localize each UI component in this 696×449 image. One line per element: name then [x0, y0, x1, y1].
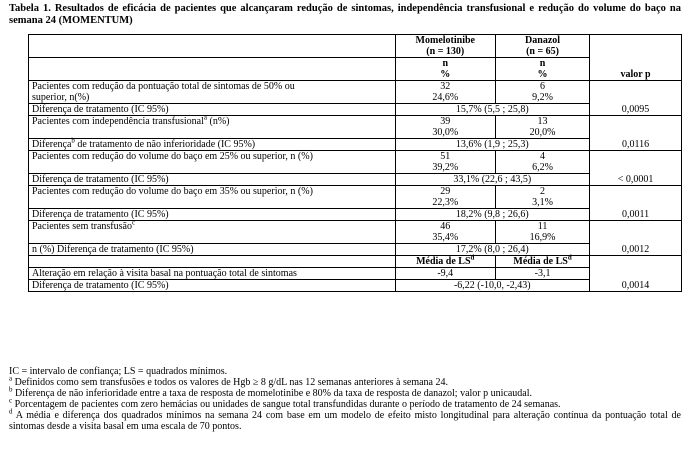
row-label-line: Pacientes com redução da pontuação total de sintomas de 50% ou [32, 81, 295, 92]
danazol-pct: 6,2% [532, 162, 553, 173]
danazol-pct: 16,9% [529, 232, 556, 243]
momelotinibe-pct: 24,6% [432, 92, 459, 103]
ls-header-row [29, 256, 682, 268]
footnote-ic: IC = intervalo de confiança; LS = quadrados mínimos. [9, 366, 228, 377]
table-caption: Tabela 1. Resultados de eficácia de pacientes que alcançaram redução de sintomas, independência transfusional e redução do volume do baço na semana 24 (MOMENTUM) [9, 3, 681, 26]
footnote-marker: d [470, 253, 475, 262]
table-row [29, 186, 682, 209]
momelotinibe-n: 46 [440, 221, 451, 232]
danazol-pct: 3,1% [532, 197, 553, 208]
danazol-pct: 20,0% [529, 127, 556, 138]
p-value: 0,0116 [590, 116, 682, 151]
diff-value: 13,6% (1,9 ; 25,3) [395, 139, 590, 151]
ls-header-text: Média de LS [416, 256, 471, 267]
danazol-ls-value: -3,1 [496, 268, 590, 280]
row-label-text: Pacientes com independência transfusional [32, 116, 204, 127]
diff-label: Diferença de tratamento (IC 95%) [29, 104, 396, 116]
header-momelotinibe-name: Momelotinibe [415, 35, 475, 46]
momelotinibe-pct: 35,4% [432, 232, 459, 243]
subheader-empty-cell [29, 58, 396, 81]
row-label [29, 113, 396, 139]
subheader-d-pct: % [537, 69, 548, 80]
danazol-n: 2 [540, 186, 546, 197]
danazol-n: 11 [537, 221, 548, 232]
header-p-empty [590, 35, 682, 58]
row-label [29, 81, 396, 104]
momelotinibe-n: 39 [440, 116, 451, 127]
row-label [29, 218, 396, 244]
subheader-d-n: n [539, 58, 546, 69]
momelotinibe-value [395, 186, 496, 209]
results-table [28, 34, 682, 292]
momelotinibe-n: 29 [440, 186, 451, 197]
momelotinibe-value [395, 151, 496, 174]
momelotinibe-value [395, 116, 496, 139]
table-row [29, 116, 682, 139]
diff-value: -6,22 (-10,0, -2,43) [395, 280, 590, 292]
p-value: 0,0012 [590, 221, 682, 256]
danazol-value [496, 116, 590, 139]
danazol-n: 6 [540, 81, 546, 92]
subheader-m-pct: % [440, 69, 451, 80]
diff-row [29, 244, 682, 256]
p-value: 0,0095 [590, 81, 682, 116]
ls-header-empty [29, 256, 396, 268]
subheader-momelotinibe [395, 58, 496, 81]
diff-value: 18,2% (9,8 ; 26,6) [395, 209, 590, 221]
diff-row [29, 209, 682, 221]
danazol-n: 13 [537, 116, 548, 127]
diff-label: Diferença de tratamento (IC 95%) [29, 280, 396, 292]
momelotinibe-value [395, 221, 496, 244]
row-label: Alteração em relação à visita basal na pontuação total de sintomas [29, 268, 396, 280]
diff-label: n (%) Diferença de tratamento (IC 95%) [29, 244, 396, 256]
footnote-marker: b [71, 136, 75, 145]
danazol-value [496, 151, 590, 174]
footnote-marker: a [203, 113, 207, 122]
table-row [29, 81, 682, 104]
footnote-marker: a [9, 374, 13, 383]
footnote-text: 8 g/dL nas 12 semanas anteriores à semana 24. [258, 377, 448, 388]
diff-label [29, 136, 396, 151]
row-label-line: superior, n(%) [32, 92, 90, 103]
danazol-value [496, 186, 590, 209]
danazol-value [496, 81, 590, 104]
ls-header-text: Média de LS [513, 256, 568, 267]
footnote-marker: d [9, 407, 13, 416]
footnote-c [9, 396, 681, 410]
subheader-danazol [496, 58, 590, 81]
p-value: 0,0014 [590, 256, 682, 292]
p-value: 0,0011 [590, 186, 682, 221]
header-danazol-name: Danazol [525, 35, 561, 46]
footnote-a [9, 374, 681, 388]
row-label: Pacientes com redução do volume do baço em 35% ou superior, n (%) [29, 186, 396, 209]
footnote-symbol: ≥ [252, 377, 259, 388]
momelotinibe-ls-value: -9,4 [395, 268, 496, 280]
subheader-row [29, 58, 682, 81]
ls-header-momelotinibe [395, 253, 496, 268]
footnote-b [9, 385, 681, 399]
diff-label: Diferença de tratamento (IC 95%) [29, 209, 396, 221]
footnote-text: Definidos como sem transfusões e todos os valores de Hgb [12, 377, 253, 388]
ls-header-danazol [496, 253, 590, 268]
row-label-text: Pacientes sem transfusão [32, 221, 132, 232]
diff-row [29, 174, 682, 186]
row-label: Pacientes com redução do volume do baço em 25% ou superior, n (%) [29, 151, 396, 174]
diff-label-suffix: de tratamento de não inferioridade (IC 95%) [74, 139, 256, 150]
diff-value: 15,7% (5,5 ; 25,8) [395, 104, 590, 116]
diff-label-text: Diferença [32, 139, 72, 150]
header-momelotinibe-n: (n = 130) [426, 46, 465, 57]
footnote-marker: b [9, 385, 13, 394]
diff-value: 33,1% (22,6 ; 43,5) [395, 174, 590, 186]
subheader-m-n: n [442, 58, 449, 69]
danazol-pct: 9,2% [532, 92, 553, 103]
diff-label: Diferença de tratamento (IC 95%) [29, 174, 396, 186]
footnote-d [9, 407, 681, 432]
p-value: < 0,0001 [590, 151, 682, 186]
momelotinibe-pct: 30,0% [432, 127, 459, 138]
diff-row [29, 280, 682, 292]
diff-row [29, 139, 682, 151]
momelotinibe-pct: 22,3% [432, 197, 459, 208]
header-empty-cell [29, 35, 396, 58]
header-momelotinibe [395, 35, 496, 58]
danazol-n: 4 [540, 151, 546, 162]
footnote-marker: c [131, 218, 136, 227]
footnote-text: A média e diferença dos quadrados mínimos na semana 24 com base em um modelo de efeito misto longitudinal para alteração contínua da pontuação total de sintomas desde a visita basal em uma escala de 70 pontos. [9, 410, 681, 432]
header-danazol [496, 35, 590, 58]
danazol-value [496, 221, 590, 244]
diff-value: 17,2% (8,0 ; 26,4) [395, 244, 590, 256]
footnote-marker: d [567, 253, 572, 262]
momelotinibe-n: 51 [440, 151, 451, 162]
header-row [29, 35, 682, 58]
footnotes [9, 366, 681, 432]
momelotinibe-pct: 39,2% [432, 162, 459, 173]
ls-row [29, 268, 682, 280]
footnote-text: Porcentagem de pacientes com zero hemácias ou unidades de sangue total transfundidas durante o período de tratamento de 24 semanas. [12, 399, 561, 410]
diff-row [29, 104, 682, 116]
footnote-marker: c [9, 396, 13, 405]
header-p-label: valor p [590, 58, 682, 81]
table-row [29, 221, 682, 244]
footnote-text: Diferença de não inferioridade entre a taxa de resposta de momelotinibe e 80% da taxa de resposta de danazol; valor p unicaudal. [12, 388, 533, 399]
momelotinibe-value [395, 81, 496, 104]
table-row [29, 151, 682, 174]
momelotinibe-n: 32 [440, 81, 451, 92]
header-danazol-n: (n = 65) [526, 46, 560, 57]
row-label-suffix: (n%) [207, 116, 230, 127]
